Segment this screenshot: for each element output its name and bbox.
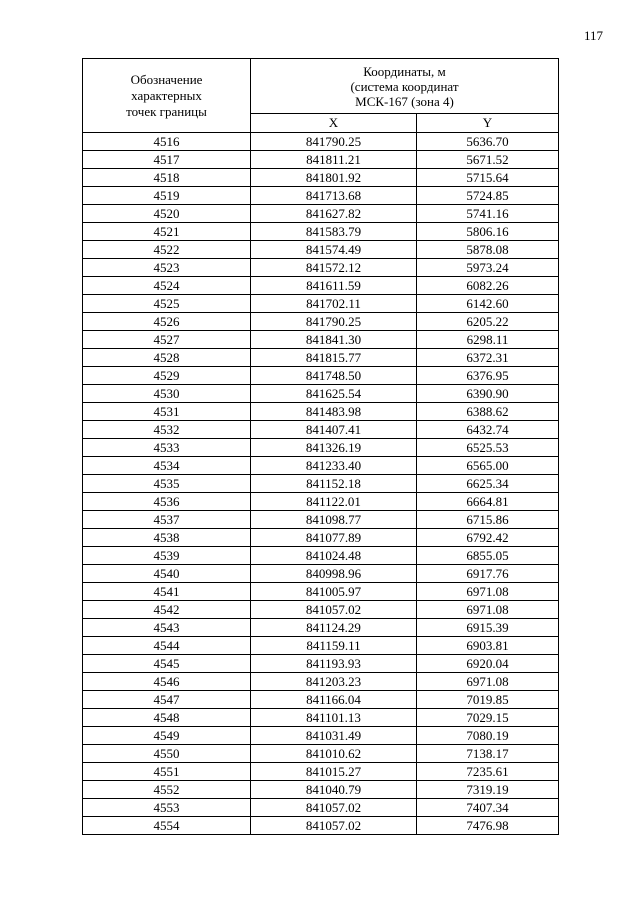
point-id-cell: 4535 [83, 475, 251, 493]
table-row [83, 493, 559, 511]
table-row [83, 691, 559, 709]
y-coordinate-cell: 6142.60 [417, 295, 559, 313]
y-coordinate-cell: 6664.81 [417, 493, 559, 511]
x-coordinate-cell: 841031.49 [251, 727, 417, 745]
point-id-cell: 4550 [83, 745, 251, 763]
table-row [83, 421, 559, 439]
x-coordinate-cell: 841801.92 [251, 169, 417, 187]
table-row [83, 745, 559, 763]
table-row [83, 205, 559, 223]
y-coordinate-cell: 7019.85 [417, 691, 559, 709]
x-coordinate-cell: 841015.27 [251, 763, 417, 781]
x-coordinate-cell: 841574.49 [251, 241, 417, 259]
x-coordinate-cell: 841010.62 [251, 745, 417, 763]
point-id-cell: 4525 [83, 295, 251, 313]
table-row [83, 385, 559, 403]
point-id-cell: 4538 [83, 529, 251, 547]
y-coordinate-cell: 6388.62 [417, 403, 559, 421]
point-id-cell: 4521 [83, 223, 251, 241]
point-id-cell: 4528 [83, 349, 251, 367]
x-coordinate-cell: 841627.82 [251, 205, 417, 223]
header-coordinates: Координаты, м (система координат МСК-167 (зона 4) [251, 59, 559, 114]
table-row [83, 799, 559, 817]
y-coordinate-cell: 7319.19 [417, 781, 559, 799]
table-row [83, 601, 559, 619]
table-header [83, 59, 559, 133]
x-coordinate-cell: 841101.13 [251, 709, 417, 727]
point-id-cell: 4553 [83, 799, 251, 817]
x-coordinate-cell: 841005.97 [251, 583, 417, 601]
table-row [83, 403, 559, 421]
y-coordinate-cell: 6971.08 [417, 673, 559, 691]
point-id-cell: 4554 [83, 817, 251, 835]
table-row [83, 637, 559, 655]
table-body [83, 133, 559, 835]
x-coordinate-cell: 841077.89 [251, 529, 417, 547]
table-row [83, 277, 559, 295]
y-coordinate-cell: 6971.08 [417, 583, 559, 601]
point-id-cell: 4542 [83, 601, 251, 619]
y-coordinate-cell: 6298.11 [417, 331, 559, 349]
y-coordinate-cell: 7476.98 [417, 817, 559, 835]
x-coordinate-cell: 841790.25 [251, 133, 417, 151]
point-id-cell: 4523 [83, 259, 251, 277]
table-row [83, 619, 559, 637]
y-coordinate-cell: 7235.61 [417, 763, 559, 781]
table-row [83, 727, 559, 745]
x-coordinate-cell: 841572.12 [251, 259, 417, 277]
point-id-cell: 4531 [83, 403, 251, 421]
point-id-cell: 4544 [83, 637, 251, 655]
table-row [83, 583, 559, 601]
y-coordinate-cell: 6903.81 [417, 637, 559, 655]
x-coordinate-cell: 841124.29 [251, 619, 417, 637]
x-coordinate-cell: 841583.79 [251, 223, 417, 241]
y-coordinate-cell: 6432.74 [417, 421, 559, 439]
x-coordinate-cell: 841702.11 [251, 295, 417, 313]
point-id-cell: 4517 [83, 151, 251, 169]
x-coordinate-cell: 840998.96 [251, 565, 417, 583]
point-id-cell: 4548 [83, 709, 251, 727]
x-coordinate-cell: 841203.23 [251, 673, 417, 691]
y-coordinate-cell: 5973.24 [417, 259, 559, 277]
y-coordinate-cell: 7138.17 [417, 745, 559, 763]
y-coordinate-cell: 6525.53 [417, 439, 559, 457]
table-row [83, 547, 559, 565]
y-coordinate-cell: 5741.16 [417, 205, 559, 223]
x-coordinate-cell: 841193.93 [251, 655, 417, 673]
x-coordinate-cell: 841713.68 [251, 187, 417, 205]
x-coordinate-cell: 841611.59 [251, 277, 417, 295]
point-id-cell: 4549 [83, 727, 251, 745]
point-id-cell: 4530 [83, 385, 251, 403]
y-coordinate-cell: 7029.15 [417, 709, 559, 727]
x-coordinate-cell: 841790.25 [251, 313, 417, 331]
x-coordinate-cell: 841057.02 [251, 601, 417, 619]
point-id-cell: 4529 [83, 367, 251, 385]
table-row [83, 565, 559, 583]
table-row [83, 133, 559, 151]
y-coordinate-cell: 6565.00 [417, 457, 559, 475]
x-coordinate-cell: 841122.01 [251, 493, 417, 511]
point-id-cell: 4536 [83, 493, 251, 511]
point-id-cell: 4551 [83, 763, 251, 781]
x-coordinate-cell: 841815.77 [251, 349, 417, 367]
point-id-cell: 4516 [83, 133, 251, 151]
table-row [83, 295, 559, 313]
y-coordinate-cell: 5715.64 [417, 169, 559, 187]
y-coordinate-cell: 5671.52 [417, 151, 559, 169]
point-id-cell: 4543 [83, 619, 251, 637]
x-coordinate-cell: 841166.04 [251, 691, 417, 709]
y-coordinate-cell: 6715.86 [417, 511, 559, 529]
table-row [83, 439, 559, 457]
table-row [83, 187, 559, 205]
header-point-designation: Обозначение характерных точек границы [83, 59, 251, 133]
table-row [83, 709, 559, 727]
y-coordinate-cell: 6917.76 [417, 565, 559, 583]
point-id-cell: 4552 [83, 781, 251, 799]
point-id-cell: 4541 [83, 583, 251, 601]
y-coordinate-cell: 6082.26 [417, 277, 559, 295]
x-coordinate-cell: 841233.40 [251, 457, 417, 475]
point-id-cell: 4537 [83, 511, 251, 529]
point-id-cell: 4540 [83, 565, 251, 583]
table-row [83, 529, 559, 547]
point-id-cell: 4532 [83, 421, 251, 439]
x-coordinate-cell: 841748.50 [251, 367, 417, 385]
x-coordinate-cell: 841024.48 [251, 547, 417, 565]
y-coordinate-cell: 6855.05 [417, 547, 559, 565]
x-coordinate-cell: 841159.11 [251, 637, 417, 655]
x-coordinate-cell: 841483.98 [251, 403, 417, 421]
table-row [83, 511, 559, 529]
point-id-cell: 4539 [83, 547, 251, 565]
point-id-cell: 4526 [83, 313, 251, 331]
y-coordinate-cell: 6372.31 [417, 349, 559, 367]
table-row [83, 241, 559, 259]
y-coordinate-cell: 6205.22 [417, 313, 559, 331]
x-coordinate-cell: 841057.02 [251, 817, 417, 835]
table-row [83, 169, 559, 187]
x-coordinate-cell: 841057.02 [251, 799, 417, 817]
y-coordinate-cell: 6625.34 [417, 475, 559, 493]
y-coordinate-cell: 6971.08 [417, 601, 559, 619]
point-id-cell: 4533 [83, 439, 251, 457]
table-row [83, 817, 559, 835]
point-id-cell: 4519 [83, 187, 251, 205]
x-coordinate-cell: 841326.19 [251, 439, 417, 457]
x-coordinate-cell: 841625.54 [251, 385, 417, 403]
table-row [83, 259, 559, 277]
table-row [83, 349, 559, 367]
point-id-cell: 4527 [83, 331, 251, 349]
table-row [83, 313, 559, 331]
x-coordinate-cell: 841407.41 [251, 421, 417, 439]
table-row [83, 223, 559, 241]
header-x: X [251, 114, 417, 133]
x-coordinate-cell: 841040.79 [251, 781, 417, 799]
header-y: Y [417, 114, 559, 133]
table-row [83, 673, 559, 691]
y-coordinate-cell: 6376.95 [417, 367, 559, 385]
table-row [83, 367, 559, 385]
point-id-cell: 4518 [83, 169, 251, 187]
y-coordinate-cell: 6792.42 [417, 529, 559, 547]
table-row [83, 457, 559, 475]
y-coordinate-cell: 7407.34 [417, 799, 559, 817]
point-id-cell: 4545 [83, 655, 251, 673]
table-row [83, 331, 559, 349]
y-coordinate-cell: 5806.16 [417, 223, 559, 241]
table-row [83, 781, 559, 799]
point-id-cell: 4534 [83, 457, 251, 475]
table-row [83, 151, 559, 169]
table-row [83, 763, 559, 781]
point-id-cell: 4522 [83, 241, 251, 259]
y-coordinate-cell: 6390.90 [417, 385, 559, 403]
y-coordinate-cell: 5636.70 [417, 133, 559, 151]
x-coordinate-cell: 841811.21 [251, 151, 417, 169]
x-coordinate-cell: 841841.30 [251, 331, 417, 349]
y-coordinate-cell: 7080.19 [417, 727, 559, 745]
y-coordinate-cell: 5724.85 [417, 187, 559, 205]
x-coordinate-cell: 841152.18 [251, 475, 417, 493]
page-number: 117 [583, 28, 603, 43]
point-id-cell: 4524 [83, 277, 251, 295]
y-coordinate-cell: 5878.08 [417, 241, 559, 259]
table-row [83, 655, 559, 673]
coordinates-table [82, 58, 559, 835]
y-coordinate-cell: 6915.39 [417, 619, 559, 637]
point-id-cell: 4520 [83, 205, 251, 223]
y-coordinate-cell: 6920.04 [417, 655, 559, 673]
point-id-cell: 4547 [83, 691, 251, 709]
point-id-cell: 4546 [83, 673, 251, 691]
x-coordinate-cell: 841098.77 [251, 511, 417, 529]
table-row [83, 475, 559, 493]
